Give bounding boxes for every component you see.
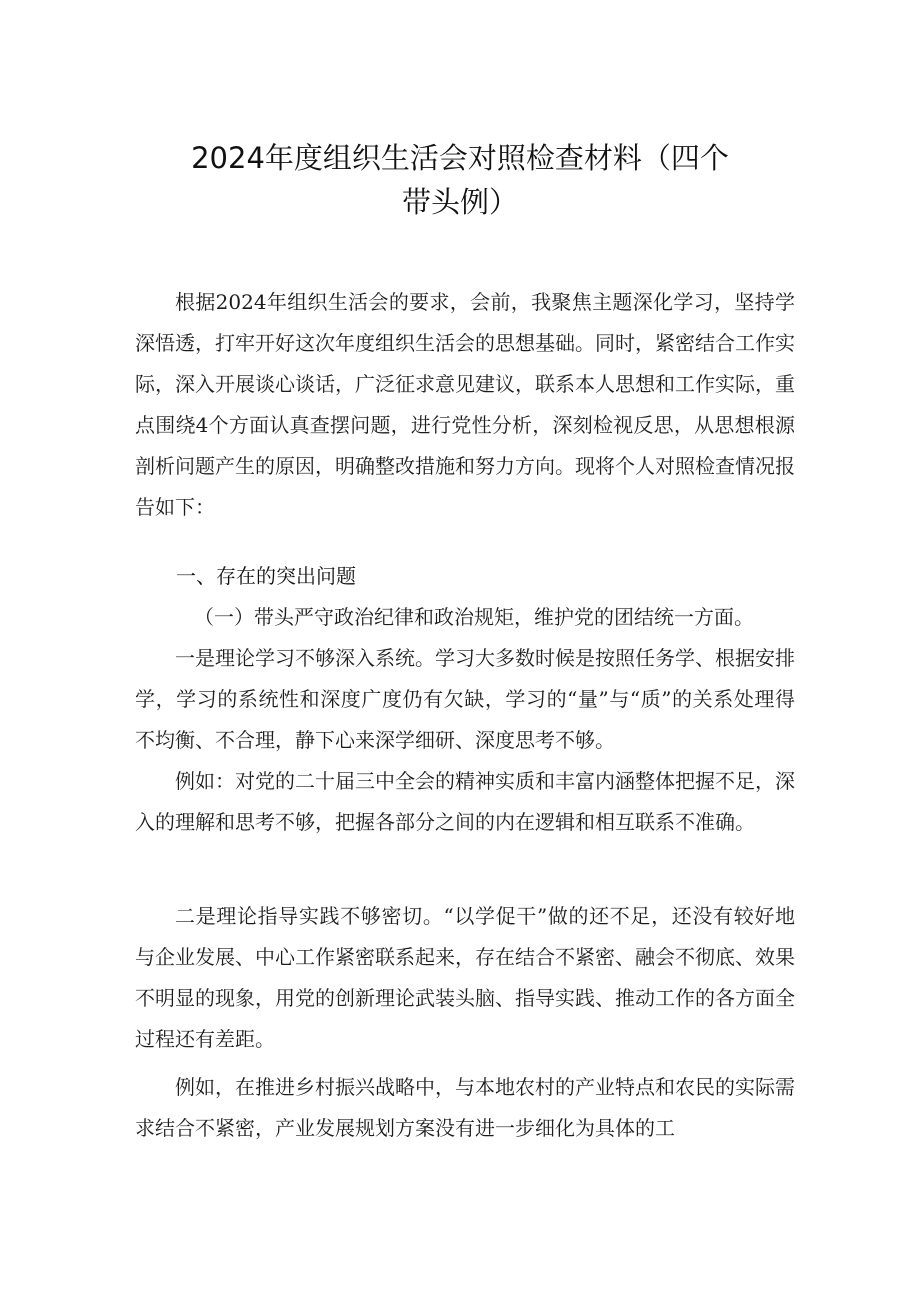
document-title-line-1: 2024年度组织生活会对照检查材料（四个 [191,141,729,175]
example-paragraph-2: 例如，在推进乡村振兴战略中，与本地农村的产业特点和农民的实际需求结合不紧密，产业发展规划方案没有进一步细化为具体的工 [135,1075,795,1140]
intro-paragraph: 根据2024年组织生活会的要求，会前，我聚焦主题深化学习，坚持学深悟透，打牢开好这次年度组织生活会的思想基础。同时，紧密结合工作实际，深入开展谈心谈话，广泛征求意见建议，联系本人思想和工作实际，重点围绕4个方面认真查摆问题，进行党性分析，深刻检视反思，从思想根源剖析问题产生的原因，明确整改措施和努力方向。现将个人对照检查情况报告如下： [135,290,795,519]
paragraph-theory-practice: 二是理论指导实践不够密切。“以学促干”做的还不足，还没有较好地与企业发展、中心工作紧密联系起来，存在结合不紧密、融会不彻底、效果不明显的现象，用党的创新理论武装头脑、指导实践、推动工作的各方面全过程还有差距。 [135,904,795,1051]
section-heading-problems: 一、存在的突出问题 [176,564,356,588]
example-paragraph-1: 例如：对党的二十届三中全会的精神实质和丰富内涵整体把握不足，深入的理解和思考不够，把握各部分之间的内在逻辑和相互联系不准确。 [135,769,795,834]
subsection-heading-political-discipline: （一）带头严守政治纪律和政治规矩，维护党的团结统一方面。 [194,605,754,629]
paragraph-theory-study: 一是理论学习不够深入系统。学习大多数时候是按照任务学、根据安排学，学习的系统性和深度广度仍有欠缺，学习的“量”与“质”的关系处理得不均衡、不合理，静下心来深学细研、深度思考不够。 [135,646,795,752]
document-title-line-2: 带头例） [401,185,518,219]
